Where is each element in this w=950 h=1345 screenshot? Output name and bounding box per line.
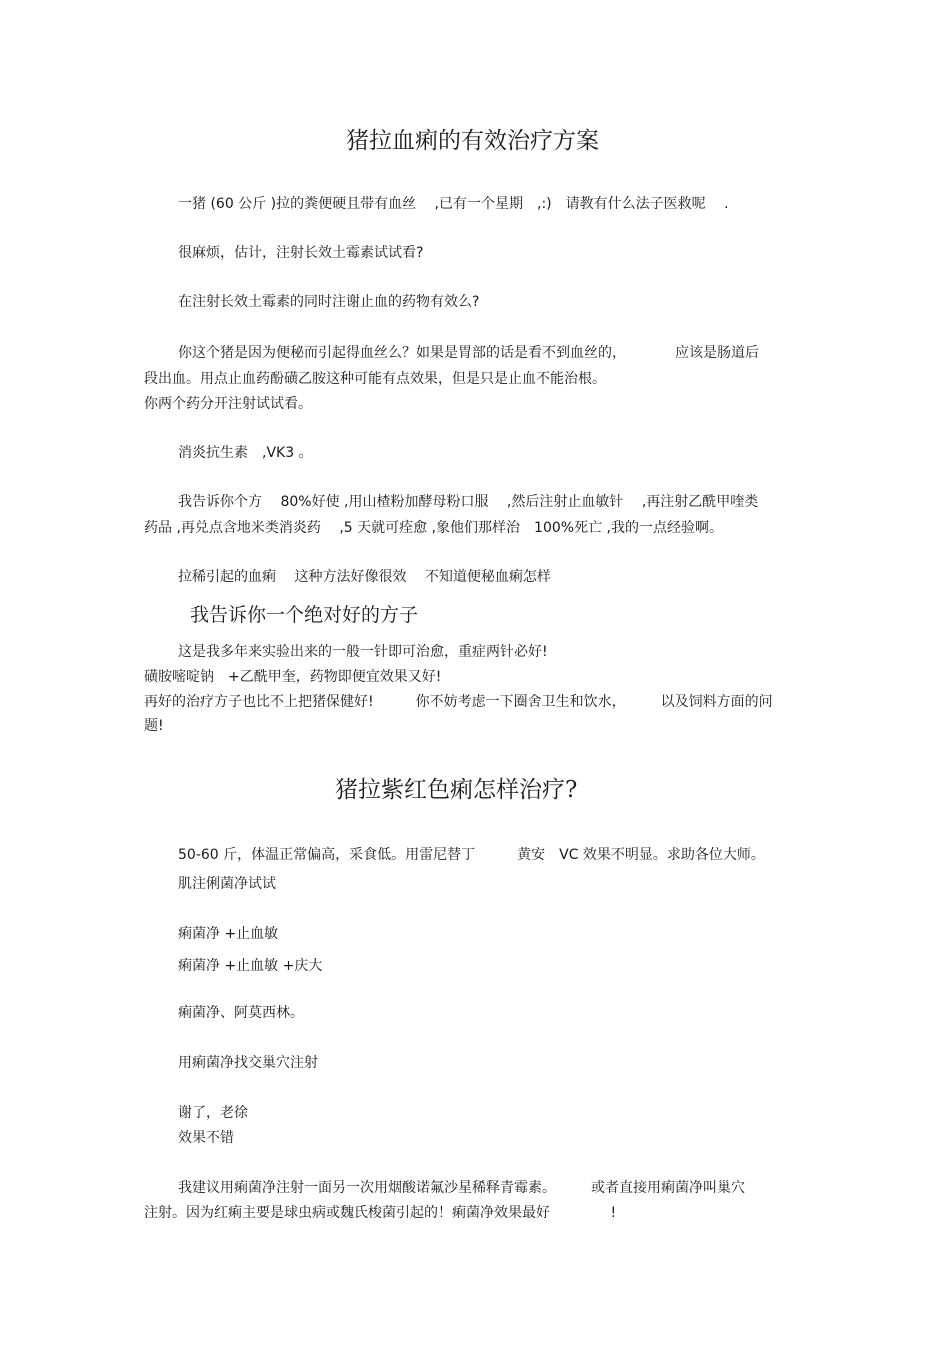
- reply-4: 消炎抗生素 ,VK3 。: [178, 445, 313, 461]
- reply-2: 在注射长效土霉素的同时注谢止血的药物有效么?: [178, 294, 480, 310]
- reply-5-line-1: 我告诉你个方 80%好使 ,用山楂粉加酵母粉口服 ,然后注射止血敏针 ,再注射乙酰甲喹类: [178, 494, 759, 510]
- reply-7-line-3: 再好的治疗方子也比不上把猪保健好! 你不妨考虑一下圈舍卫生和饮水， 以及饲料方面的问: [144, 694, 773, 710]
- reply-3-line-1: 你这个猪是因为便秘而引起得血丝么？如果是胃部的话是看不到血丝的， 应该是肠道后: [178, 345, 759, 361]
- reply-4: 痢菌净、阿莫西林。: [178, 1005, 304, 1021]
- reply-6: 拉稀引起的血痢 这种方法好像很效 不知道便秘血痢怎样: [178, 569, 551, 585]
- article-2-question: 50-60 斤，体温正常偏高，采食低。用雷尼替丁 黄安 VC 效果不明显。求助各位大师。: [178, 847, 765, 863]
- reply-8-line-2: 注射。因为红痢主要是球虫病或魏氏梭菌引起的！痢菌净效果最好 !: [144, 1205, 617, 1221]
- reply-5-line-2: 药品 ,再兑点含地米类消炎药 ,5 天就可痊愈 ,象他们那样治 100%死亡 ,我的一点经验啊。: [144, 520, 723, 536]
- reply-3-line-2: 段出血。用点止血药酚磺乙胺这种可能有点效果，但是只是止血不能治根。: [144, 371, 606, 387]
- reply-7-line-1: 这是我多年来实验出来的一般一针即可治愈，重症两针必好!: [178, 644, 548, 660]
- reply-6: 谢了，老徐: [178, 1105, 248, 1121]
- article-2-title: 猪拉紫红色痢怎样治疗?: [335, 777, 578, 803]
- reply-8-line-1: 我建议用痢菌净注射一面另一次用烟酸诺氟沙星稀释青霉素。 或者直接用痢菌净叫巢穴: [178, 1180, 745, 1196]
- reply-7: 效果不错: [178, 1130, 234, 1146]
- reply-7-line-4: 题!: [144, 718, 164, 734]
- reply-3-line-3: 你两个药分开注射试试看。: [144, 396, 312, 412]
- article-1-title: 猪拉血痢的有效治疗方案: [346, 128, 599, 154]
- reply-5: 用痢菌净找交巢穴注射: [178, 1055, 318, 1071]
- reply-3: 痢菌净 +止血敏 +庆大: [178, 958, 323, 974]
- article-1-question: 一猪 (60 公斤 )拉的粪便硬且带有血丝 ,已有一个星期 ,:) 请教有什么法子医救呢 .: [178, 196, 729, 212]
- reply-1: 很麻烦，估计，注射长效土霉素试试看?: [178, 245, 424, 261]
- reply-2: 痢菌净 +止血敏: [178, 926, 279, 942]
- reply-1: 肌注俐菌净试试: [178, 876, 276, 892]
- reply-7-heading: 我告诉你一个绝对好的方子: [190, 604, 419, 626]
- reply-7-line-2: 磺胺嘧啶钠 +乙酰甲奎，药物即便宜效果又好!: [144, 669, 442, 685]
